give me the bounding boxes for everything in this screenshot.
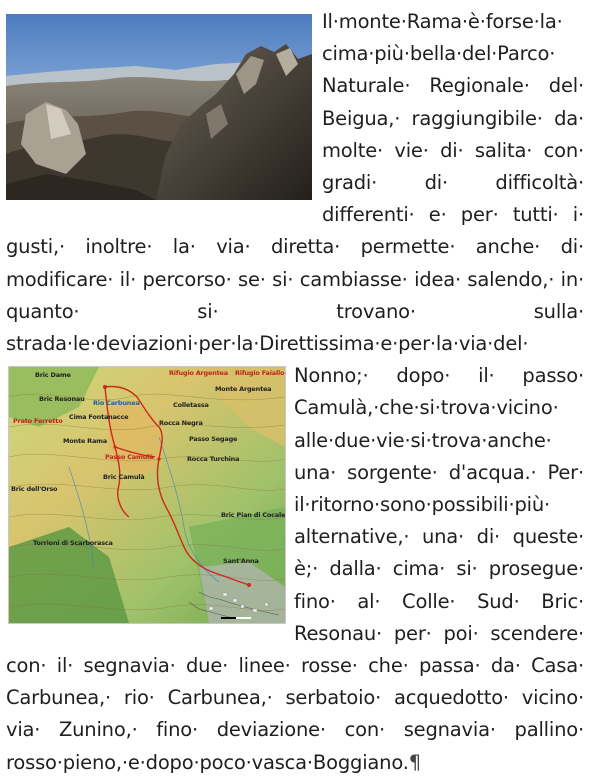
map-label-cima-fontanacce: Cima Fontanacce — [69, 413, 129, 422]
map-label-monte-argentea: Monte Argentea — [215, 385, 272, 394]
map-label-rifugio-argentea: Rifugio Argentea — [169, 369, 228, 378]
trail-map — [8, 366, 286, 624]
article-paragraph-part-2: Nonno;· dopo· il· passo· Camulà,·che·si·trova·vicino· alle·due·vie·si·trova·anche· una· sorgente· d'acqua.· Per· il·ritorno·sono·possibili·più· alternative,· una· di· queste· è;· dalla· cima· si· prosegue· fino· al· Colle· Sud· Bric· Resonau· per· poi· scendere· con· il· segnavia· due· linee· rosse· che· passa· da· Casa· Carbunea,· rio· Carbunea,· serbatoio· acquedotto· vicino· via· Zunino,· fino· deviazione· con· segnavia· pallino· rosso·pieno,·e·dopo·poco·vasca·Boggiano. — [6, 364, 584, 774]
map-label-rifugio-faiallo: Rifugio Faiallo — [235, 369, 285, 378]
map-label-bric-dell-orso: Bric dell'Orso — [11, 485, 58, 494]
map-label-bric-pian-di-cocale: Bric Pian di Cocale — [221, 511, 285, 520]
pilcrow-mark: ¶ — [408, 750, 421, 774]
map-label-rocca-turchina: Rocca Turchina — [187, 455, 240, 464]
map-label-monte-rama: Monte Rama — [63, 437, 107, 446]
map-label-passo-camula: Passo Camulà — [105, 453, 154, 462]
map-label-rocca-negra: Rocca Negra — [159, 419, 203, 428]
article-paragraph-part-1: Il·monte·Rama·è·forse·la· cima·più·bella·del·Parco· Naturale· Regionale· del· Beigua,· raggiungibile· da· molte· vie· di· salita· con· gradi· di· difficoltà· differenti· e· per· tutti· i· gusti,· inoltre· la· via· diretta· permette· anche· di· modificare· il· percorso· se· si· cambiasse· idea· salendo,· in· quanto· si· trovano· sulla· strada·le·deviazioni·per·la·Direttissima·e·per·la·via·del· — [6, 10, 584, 356]
article-body — [6, 6, 584, 779]
map-label-sant-anna: Sant'Anna — [223, 557, 259, 566]
map-label-prato-ferretto: Prato Ferretto — [13, 417, 63, 426]
mountain-photo-image — [6, 14, 312, 200]
map-label-bric-dame: Bric Dame — [35, 371, 71, 380]
trail-map-image — [9, 367, 285, 623]
map-label-bric-resonau: Bric Resonau — [39, 395, 85, 404]
map-label-bric-camula: Bric Camulà — [103, 473, 145, 482]
map-label-colletassa: Colletassa — [173, 401, 209, 410]
map-label-rio-carbunea: Rio Carbunea — [93, 399, 140, 408]
map-label-torrioni-scarborasca: Torrioni di Scarborasca — [33, 539, 113, 548]
map-label-passo-segage: Passo Segage — [189, 435, 238, 444]
mountain-photo — [6, 14, 312, 200]
